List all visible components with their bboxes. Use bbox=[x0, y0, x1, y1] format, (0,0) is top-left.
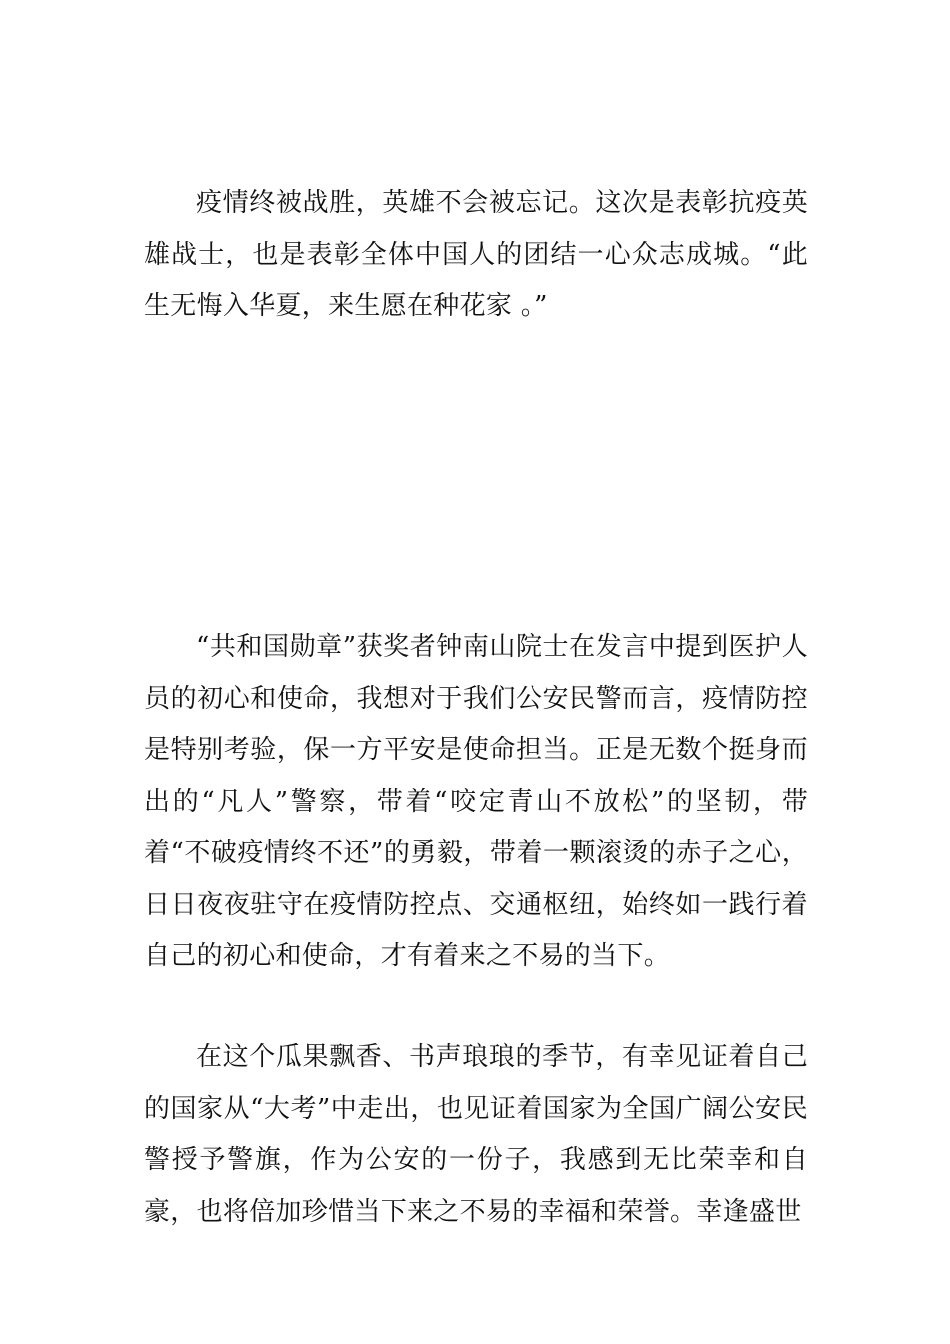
paragraph-1: 疫情终被战胜，英雄不会被忘记。这次是表彰抗疫英雄战士，也是表彰全体中国人的团结一心众志成城。“此生无悔入华夏，来生愿在种花家 。” bbox=[144, 188, 808, 321]
paragraph-2: “共和国勋章”获奖者钟南山院士在发言中提到医护人员的初心和使命，我想对于我们公安民警而言，疫情防控是特别考验，保一方平安是使命担当。正是无数个挺身而出的“凡人”警察，带着“咬定青山不放松”的坚韧，带着“不破疫情终不还”的勇毅，带着一颗滚烫的赤子之心，日日夜夜驻守在疫情防控点、交通枢纽，始终如一践行着自己的初心和使命，才有着来之不易的当下。 bbox=[144, 632, 808, 971]
paragraph-3: 在这个瓜果飘香、书声琅琅的季节，有幸见证着自己的国家从“大考”中走出，也见证着国家为全国广阔公安民警授予警旗，作为公安的一份子，我感到无比荣幸和自豪，也将倍加珍惜当下来之不易的幸福和荣誉。幸逢盛世 bbox=[144, 1042, 808, 1227]
